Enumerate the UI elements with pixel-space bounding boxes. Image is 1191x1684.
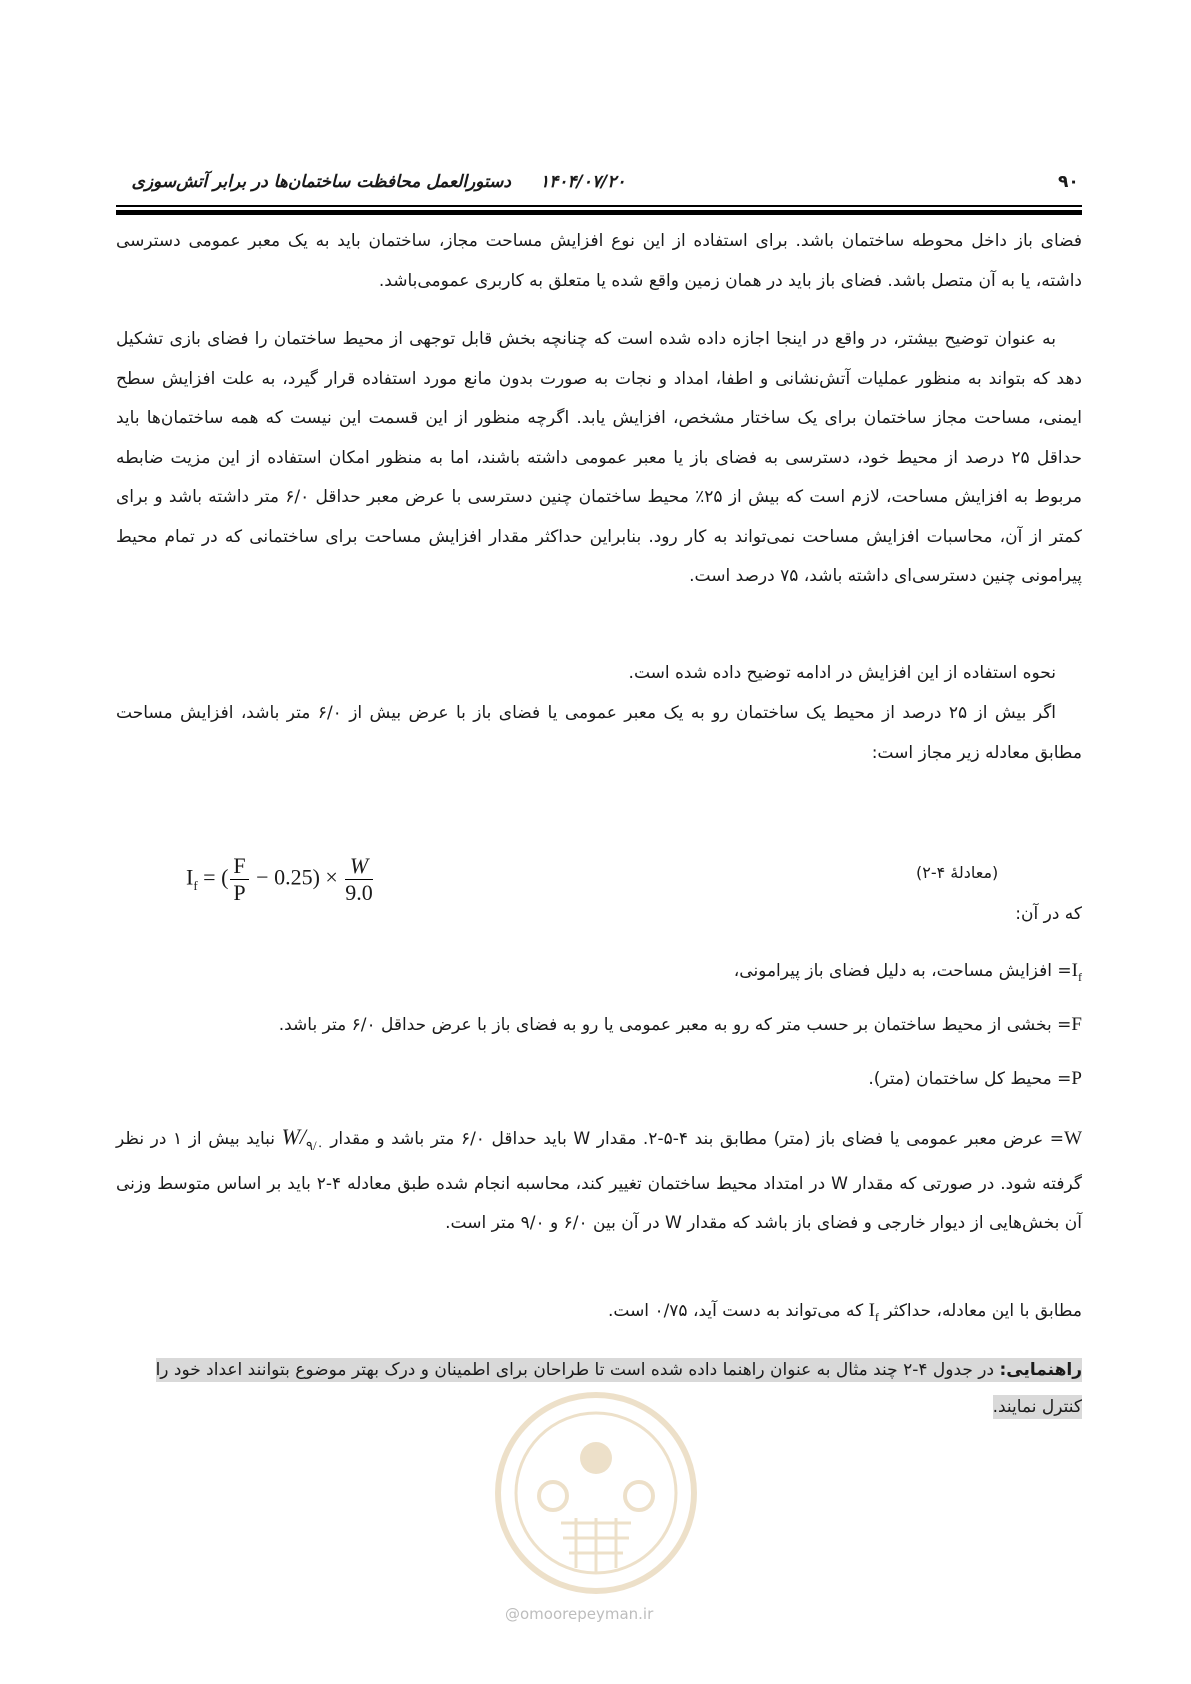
eq-fraction-fp <box>230 853 248 906</box>
definition-if <box>734 960 1082 985</box>
where-text: که در آن: <box>1015 904 1082 924</box>
p-symbol: P <box>1071 1068 1082 1089</box>
p-text: = محیط کل ساختمان (متر). <box>868 1069 1072 1089</box>
w-text-b: نباید بیش از ۱ در نظر گرفته شود. در صورتی که مقدار W در امتداد محیط ساختمان تغییر کند، محاسبه انجام شده طبق معادله ۴-۲ باید بر اساس متوسط وزنی آن بخش‌هایی از دیوار خارجی و فضای باز باشد که مقدار W در آن بین ۶/۰ و ۹/۰ متر است. <box>116 1129 1082 1233</box>
equation-label: (معادلۀ ۴-۲) <box>916 863 999 882</box>
paragraph-1: فضای باز داخل محوطه ساختمان باشد. برای استفاده از این نوع افزایش مساحت مجاز، ساختمان باید به یک معبر عمومی دسترسی داشته، یا به آن متصل باشد. فضای باز باید در همان زمین واقع شده یا متعلق به کاربری عمومی‌باشد. <box>116 231 1082 291</box>
w-text-a: = عرض معبر عمومی یا فضای باز (متر) مطابق بند ۴-۵-۲. مقدار W باید حداقل ۶/۰ متر باشد و مقدار <box>330 1129 1065 1149</box>
if-text: = افزایش مساحت، به دلیل فضای باز پیرامونی، <box>733 961 1072 981</box>
w-over-9-fraction: $W/_{۹/۰}$ <box>281 1124 324 1153</box>
f-text: = بخشی از محیط ساختمان بر حسب متر که رو به معبر عمومی یا رو به فضای باز با عرض حداقل ۶/۰ متر باشد. <box>278 1015 1072 1035</box>
max-if-sentence <box>608 1300 1082 1325</box>
eq-open: = ( <box>203 864 229 890</box>
running-title: دستورالعمل محافظت ساختمان‌ها در برابر آتش‌سوزی <box>131 172 511 192</box>
definition-f <box>279 1014 1082 1036</box>
header-rule-thin <box>116 205 1082 207</box>
f-symbol: F <box>1071 1014 1082 1035</box>
definition-p <box>868 1068 1082 1090</box>
eq-p: P <box>233 880 246 905</box>
max-if-symbol: $I_f$ <box>868 1300 879 1324</box>
w-symbol: W <box>1064 1128 1082 1149</box>
max-text-a: مطابق با این معادله، حداکثر <box>884 1301 1082 1321</box>
equation-4-2 <box>186 853 375 906</box>
guide-text: در جدول ۴-۲ چند مثال به عنوان راهنما داده شده است تا طراحان برای اطمینان و درک بهتر موضوع بتوانند اعداد خود را کنترل نمایند. <box>155 1360 1082 1417</box>
definition-w <box>116 1117 1082 1243</box>
guide-label: راهنمایی: <box>999 1360 1082 1380</box>
eq-mid: − 0.25) × <box>256 864 338 890</box>
paragraph-4: اگر بیش از ۲۵ درصد از محیط یک ساختمان رو به یک معبر عمومی یا فضای باز با عرض بیش از ۶/۰ متر باشد، افزایش مساحت مطابق معادله زیر مجاز است: <box>116 703 1082 763</box>
watermark-url: @omoorepeyman.ir <box>505 1605 654 1623</box>
max-text-b: که می‌تواند به دست آید، ۰/۷۵ است. <box>607 1301 864 1321</box>
eq-f: F <box>230 853 248 880</box>
page-number: ۹۰ <box>1058 172 1079 192</box>
if-symbol: $I_f$ <box>1071 960 1082 984</box>
eq-9: 9.0 <box>345 880 373 905</box>
paragraph-3: نحوه استفاده از این افزایش در ادامه توضیح داده شده است. <box>628 663 1056 683</box>
watermark-seal <box>491 1388 701 1598</box>
eq-fraction-w <box>345 853 373 906</box>
eq-lhs-sub: f <box>193 877 198 893</box>
paragraph-2: به عنوان توضیح بیشتر، در واقع در اینجا اجازه داده شده است که چنانچه بخش قابل توجهی از محیط ساختمان را فضای بازی تشکیل دهد که بتواند به منظور عملیات آتش‌نشانی و اطفا، امداد و نجات به صورت بدون مانع مورد استفاده قرار گیرد، به علت افزایش سطح ایمنی، مساحت مجاز ساختمان برای یک ساختار مشخص، افزایش یابد. اگرچه منظور از این قسمت این نیست که همه ساختمان‌ها باید حداقل ۲۵ درصد از محیط خود، دسترسی به فضای باز یا معبر عمومی داشته باشند، اما به منظور امکان استفاده از این مزیت ضابطه مربوط به افزایش مساحت، لازم است که بیش از ۲۵٪ محیط ساختمان چنین دسترسی با عرض معبر حداقل ۶/۰ متر داشته باشد و برای کمتر از آن، محاسبات افزایش مساحت نمی‌تواند به کار رود. بنابراین حداکثر مقدار افزایش مساحت برای ساختمانی که در تمام محیط پیرامونی چنین دسترسی‌ای داشته باشد، ۷۵ درصد است. <box>116 329 1083 586</box>
eq-lhs: I <box>186 864 194 890</box>
header-rule-thick <box>116 210 1082 215</box>
eq-w: W <box>345 853 373 880</box>
header-date: ۱۴۰۴/۰۷/۲۰ <box>540 172 626 192</box>
